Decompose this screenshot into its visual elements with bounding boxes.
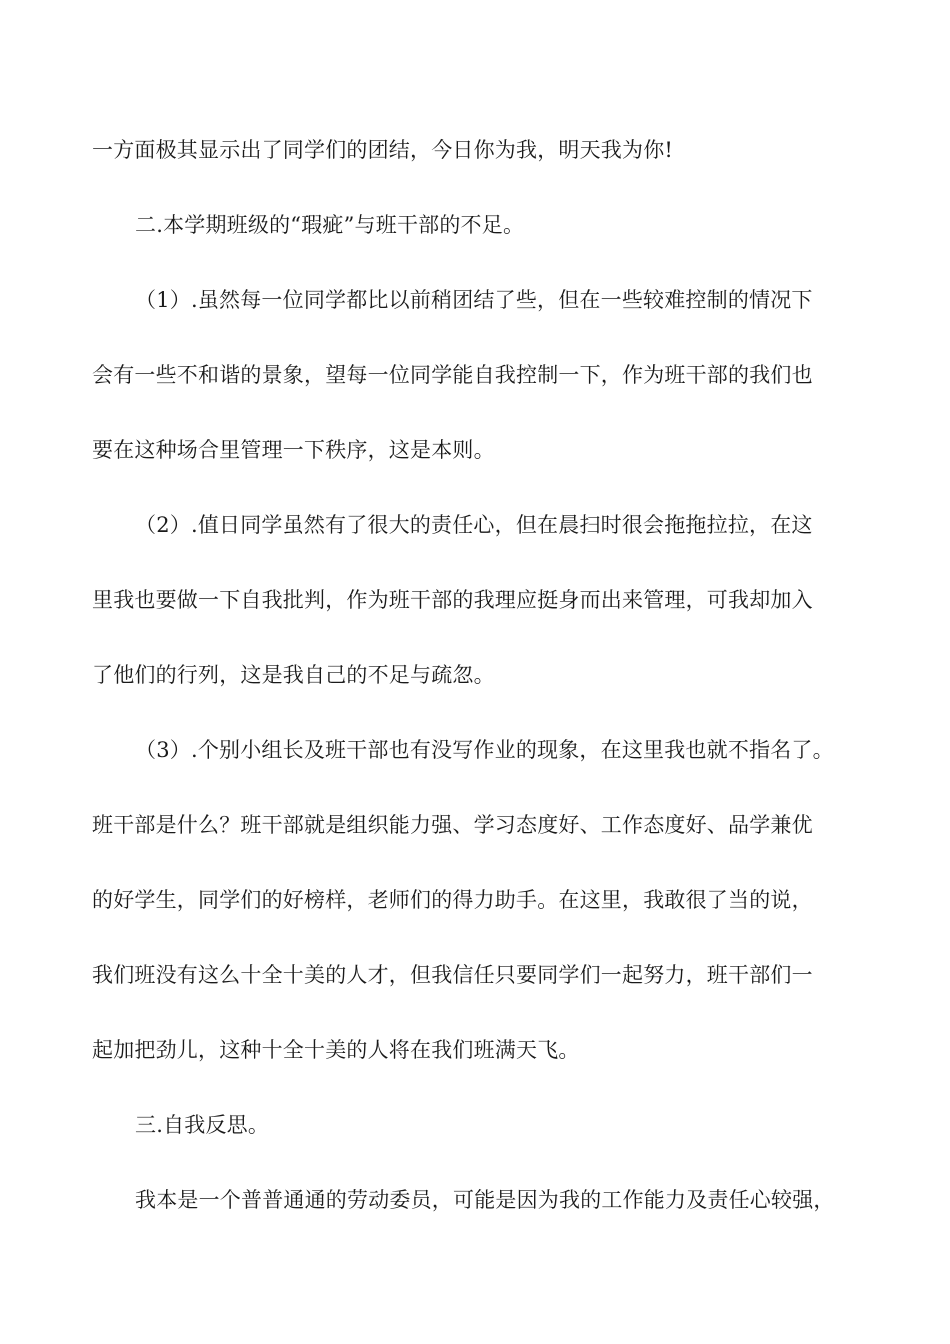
paragraph-line: 了他们的行列，这是我自己的不足与疏忽。 <box>92 663 495 687</box>
paragraph-line: 会有一些不和谐的景象，望每一位同学能自我控制一下，作为班干部的我们也 <box>92 363 813 387</box>
paragraph-line: 我们班没有这么十全十美的人才，但我信任只要同学们一起努力，班干部们一 <box>92 963 813 987</box>
paragraph-line: 一方面极其显示出了同学们的团结，今日你为我，明天我为你! <box>92 138 674 162</box>
section-heading: 二.本学期班级的“瑕疵”与班干部的不足。 <box>135 213 525 237</box>
paragraph-line: 班干部是什么？班干部就是组织能力强、学习态度好、工作态度好、品学兼优 <box>92 813 813 837</box>
paragraph-line: 起加把劲儿，这种十全十美的人将在我们班满天飞。 <box>92 1038 580 1062</box>
paragraph-line: （2）.值日同学虽然有了很大的责任心，但在晨扫时很会拖拖拉拉，在这 <box>135 513 813 537</box>
paragraph-line: 我本是一个普普通通的劳动委员，可能是因为我的工作能力及责任心较强， <box>135 1188 835 1212</box>
paragraph-line: （3）.个别小组长及班干部也有没写作业的现象，在这里我也就不指名了。 <box>135 738 834 762</box>
paragraph-line: 的好学生，同学们的好榜样，老师们的得力助手。在这里，我敢很了当的说， <box>92 888 813 912</box>
paragraph-line: （1）.虽然每一位同学都比以前稍团结了些，但在一些较难控制的情况下 <box>135 288 813 312</box>
paragraph-line: 里我也要做一下自我批判，作为班干部的我理应挺身而出来管理，可我却加入 <box>92 588 813 612</box>
section-heading: 三.自我反思。 <box>135 1113 270 1137</box>
paragraph-line: 要在这种场合里管理一下秩序，这是本则。 <box>92 438 495 462</box>
